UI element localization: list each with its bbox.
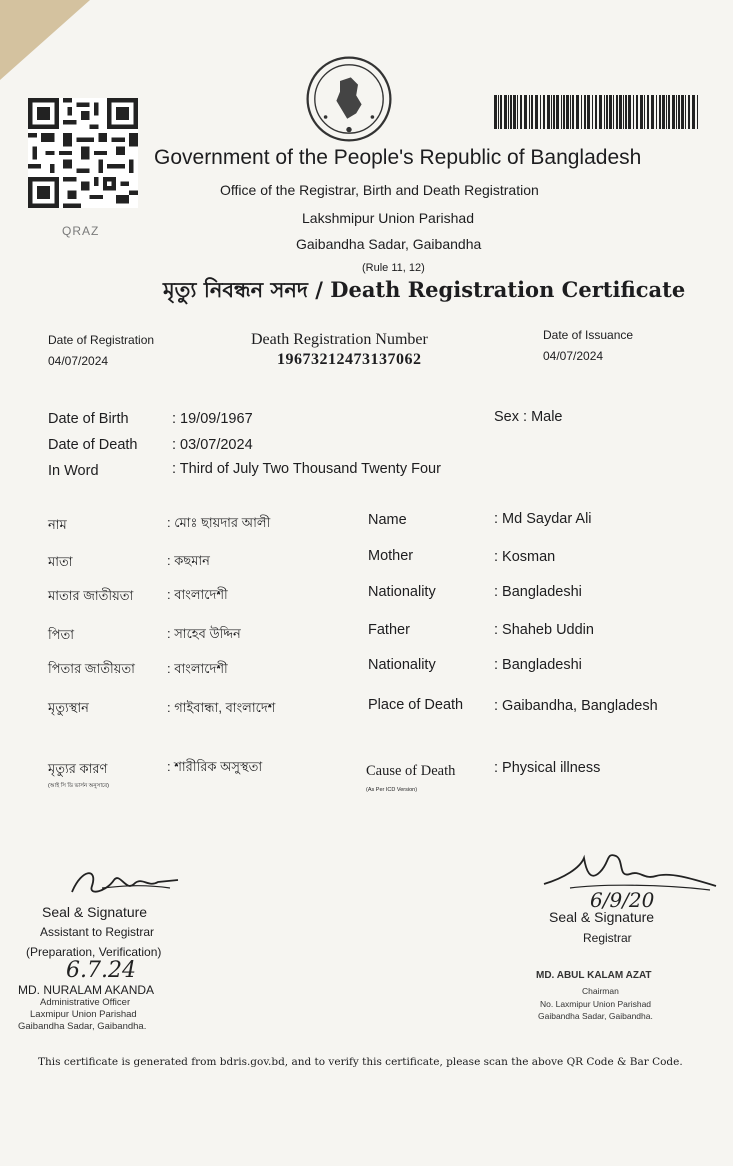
father-en-label: Father [368,622,410,638]
qr-caption: QRAZ [62,224,100,238]
cause-en-note: (As Per ICD Version) [366,787,418,793]
sex-value: Sex : Male [494,409,563,425]
dob-label: Date of Birth [48,411,129,427]
cause-bn-note: (আই সি ডি ভার্সন অনুসারে) [48,783,109,789]
father-nationality-en-value: : Bangladeshi [494,657,582,673]
father-nationality-bn-label: পিতার জাতীয়তা [48,661,135,676]
left-seal-label: Seal & Signature [42,904,148,920]
place-of-death-bn-value: : গাইবান্ধা, বাংলাদেশ [167,700,276,715]
district-name: Gaibandha Sadar, Gaibandha [296,236,482,252]
qr-code-icon[interactable] [28,98,138,208]
father-en-value: : Shaheb Uddin [494,622,594,638]
place-of-death-en-value: : Gaibandha, Bangladesh [494,698,658,714]
father-bn-label: পিতা [48,627,75,642]
place-of-death-bn-label: মৃত্যুস্থান [48,700,89,715]
name-en-label: Name [368,512,407,528]
right-seal-label: Seal & Signature [549,909,655,925]
cause-of-death-bn-value: : শারীরিক অসুস্থতা [167,759,263,774]
left-signature-icon [62,862,182,902]
mother-bn-label: মাতা [48,554,73,569]
name-bn-label: নাম [48,517,67,532]
registration-number-label: Death Registration Number [251,331,428,348]
right-role: Registrar [583,931,632,945]
issuance-date-label: Date of Issuance [543,328,634,342]
issuance-date-value: 04/07/2024 [543,349,604,363]
father-nationality-en-label: Nationality [368,657,436,673]
dod-value: : 03/07/2024 [172,437,253,453]
place-of-death-en-label: Place of Death [368,697,464,713]
right-officer-name: MD. ABUL KALAM AZAT [536,970,652,981]
left-officer-office: Laxmipur Union Parishad [30,1009,137,1020]
rule-reference: (Rule 11, 12) [362,262,425,274]
right-officer-location: Gaibandha Sadar, Gaibandha. [538,1011,653,1021]
government-seal-icon [304,54,394,144]
left-officer-title: Administrative Officer [40,997,131,1008]
cause-of-death-en-label: Cause of Death [366,763,456,779]
father-bn-value: : সাহেব উদ্দিন [167,626,241,641]
certificate-title: মৃত্যু নিবন্ধন সনদ / Death Registration Certificate [163,277,686,302]
inword-label: In Word [48,463,99,479]
mother-nationality-en-label: Nationality [368,584,436,600]
dod-label: Date of Death [48,437,138,453]
mother-en-value: : Kosman [494,549,556,565]
cause-of-death-bn-label: মৃত্যুর কারণ [48,761,108,776]
union-name: Lakshmipur Union Parishad [302,210,474,226]
mother-bn-value: : কছমান [167,553,210,568]
registration-date-label: Date of Registration [48,333,155,347]
mother-nationality-bn-value: : বাংলাদেশী [167,587,228,602]
mother-nationality-en-value: : Bangladeshi [494,584,582,600]
right-signature-date: 6/9/20 [590,888,655,912]
left-role: Assistant to Registrar [40,925,155,939]
registration-date-value: 04/07/2024 [48,354,109,368]
background-corner [0,0,90,80]
registration-number-value: 19673212473137062 [277,351,422,368]
left-officer-name: MD. NURALAM AKANDA [18,983,155,997]
office-title: Office of the Registrar, Birth and Death Registration [220,182,539,198]
government-title: Government of the People's Republic of Bangladesh [154,146,642,169]
cause-of-death-en-value: : Physical illness [494,760,601,776]
right-officer-title: Chairman [582,986,619,996]
father-nationality-bn-value: : বাংলাদেশী [167,661,228,676]
dob-value: : 19/09/1967 [172,411,253,427]
mother-en-label: Mother [368,548,414,564]
name-bn-value: : মোঃ ছায়দার আলী [167,515,271,530]
left-signature-date: 6.7.24 [66,958,136,983]
left-note: (Preparation, Verification) [26,945,162,959]
right-officer-office: No. Laxmipur Union Parishad [540,999,652,1009]
left-officer-location: Gaibandha Sadar, Gaibandha. [18,1021,147,1032]
footer-note: This certificate is generated from bdris.gov.bd, and to verify this certificate, please scan the above QR Code & Bar Code. [38,1056,683,1068]
mother-nationality-bn-label: মাতার জাতীয়তা [48,588,134,603]
barcode-icon[interactable] [494,95,698,129]
name-en-value: : Md Saydar Ali [494,511,592,527]
inword-value: : Third of July Two Thousand Twenty Four [172,461,441,477]
